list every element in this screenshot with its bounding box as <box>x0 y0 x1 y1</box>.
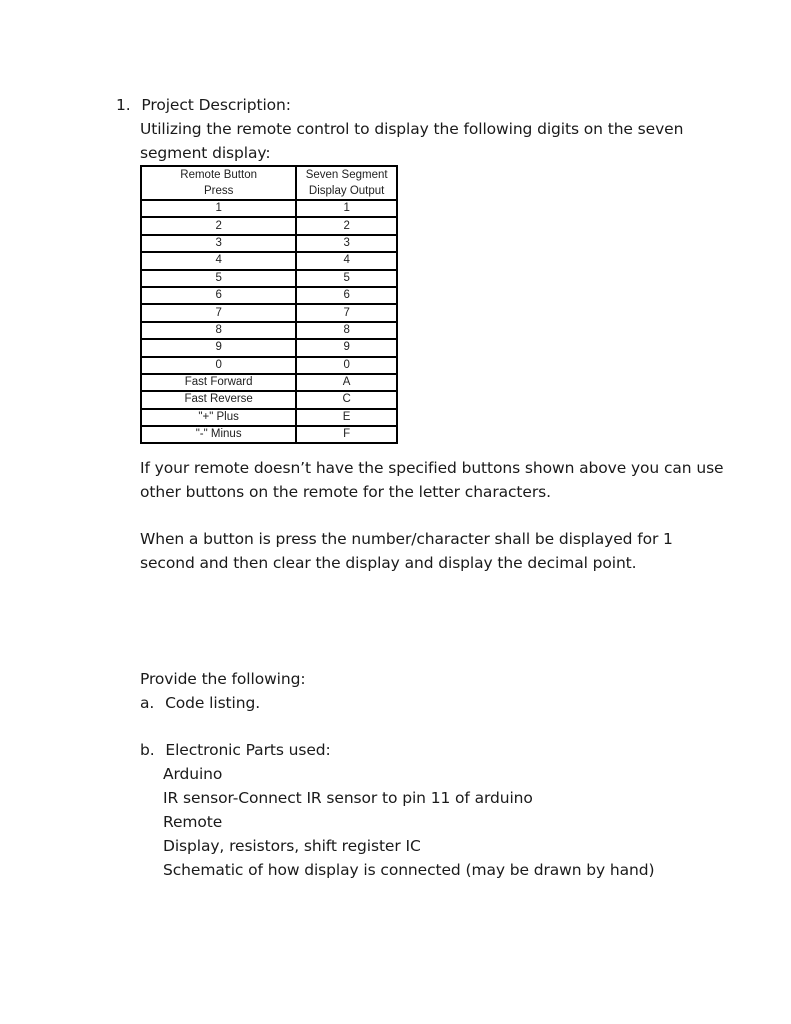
output-cell: C <box>296 391 397 408</box>
table-row <box>141 426 397 443</box>
button-cell: 0 <box>141 357 296 374</box>
output-cell: 2 <box>296 217 397 234</box>
button-cell: 2 <box>141 217 296 234</box>
part-item: IR sensor-Connect IR sensor to pin 11 of arduino <box>163 789 533 807</box>
button-cell: 7 <box>141 304 296 321</box>
deliverable-b-text: Electronic Parts used: <box>165 741 331 759</box>
table-row <box>141 409 397 426</box>
table-row <box>141 200 397 217</box>
list-marker-b: b. <box>140 741 155 759</box>
part-item: Schematic of how display is connected (may be drawn by hand) <box>163 861 655 879</box>
paragraph-1-line-1: If your remote doesn’t have the specified buttons shown above you can use <box>140 459 724 477</box>
paragraph-2-line-1: When a button is press the number/character shall be displayed for 1 <box>140 530 673 548</box>
output-cell: 6 <box>296 287 397 304</box>
output-cell: E <box>296 409 397 426</box>
paragraph-2-line-2: second and then clear the display and display the decimal point. <box>140 554 637 572</box>
paragraph-1-line-2: other buttons on the remote for the letter characters. <box>140 483 551 501</box>
button-cell: 9 <box>141 339 296 356</box>
button-cell: 5 <box>141 270 296 287</box>
table-row <box>141 357 397 374</box>
table-row <box>141 252 397 269</box>
output-cell: 5 <box>296 270 397 287</box>
part-item: Remote <box>163 813 223 831</box>
section-title: Project Description: <box>141 96 291 114</box>
table-row <box>141 339 397 356</box>
table-row <box>141 374 397 391</box>
deliverable-a <box>140 693 260 713</box>
output-cell: 3 <box>296 235 397 252</box>
table-row <box>141 235 397 252</box>
button-cell: "-" Minus <box>141 426 296 443</box>
button-cell: "+" Plus <box>141 409 296 426</box>
output-cell: A <box>296 374 397 391</box>
table-row <box>141 270 397 287</box>
header-display-output-line1: Seven Segment <box>296 166 397 183</box>
button-cell: 1 <box>141 200 296 217</box>
output-cell: 0 <box>296 357 397 374</box>
output-cell: 1 <box>296 200 397 217</box>
deliverables-heading: Provide the following: <box>140 670 306 688</box>
header-display-output-line2: Display Output <box>296 183 397 200</box>
table-row <box>141 322 397 339</box>
table-row <box>141 391 397 408</box>
output-cell: 4 <box>296 252 397 269</box>
output-cell: 7 <box>296 304 397 321</box>
output-cell: 9 <box>296 339 397 356</box>
section-number: 1. <box>116 96 131 114</box>
intro-line-1: Utilizing the remote control to display the following digits on the seven <box>140 120 684 138</box>
button-cell: Fast Reverse <box>141 391 296 408</box>
button-cell: 6 <box>141 287 296 304</box>
button-cell: 4 <box>141 252 296 269</box>
output-cell: F <box>296 426 397 443</box>
button-cell: 3 <box>141 235 296 252</box>
header-button-press-line2: Press <box>141 183 296 200</box>
section-heading <box>116 95 291 115</box>
part-item: Arduino <box>163 765 223 783</box>
output-cell: 8 <box>296 322 397 339</box>
button-cell: Fast Forward <box>141 374 296 391</box>
table-row <box>141 304 397 321</box>
table-row <box>141 217 397 234</box>
button-cell: 8 <box>141 322 296 339</box>
header-button-press-line1: Remote Button <box>141 166 296 183</box>
list-marker-a: a. <box>140 694 155 712</box>
deliverable-b <box>140 740 331 760</box>
intro-line-2: segment display: <box>140 144 271 162</box>
remote-button-mapping-table <box>140 165 398 444</box>
part-item: Display, resistors, shift register IC <box>163 837 421 855</box>
deliverable-a-text: Code listing. <box>165 694 261 712</box>
table-row <box>141 287 397 304</box>
